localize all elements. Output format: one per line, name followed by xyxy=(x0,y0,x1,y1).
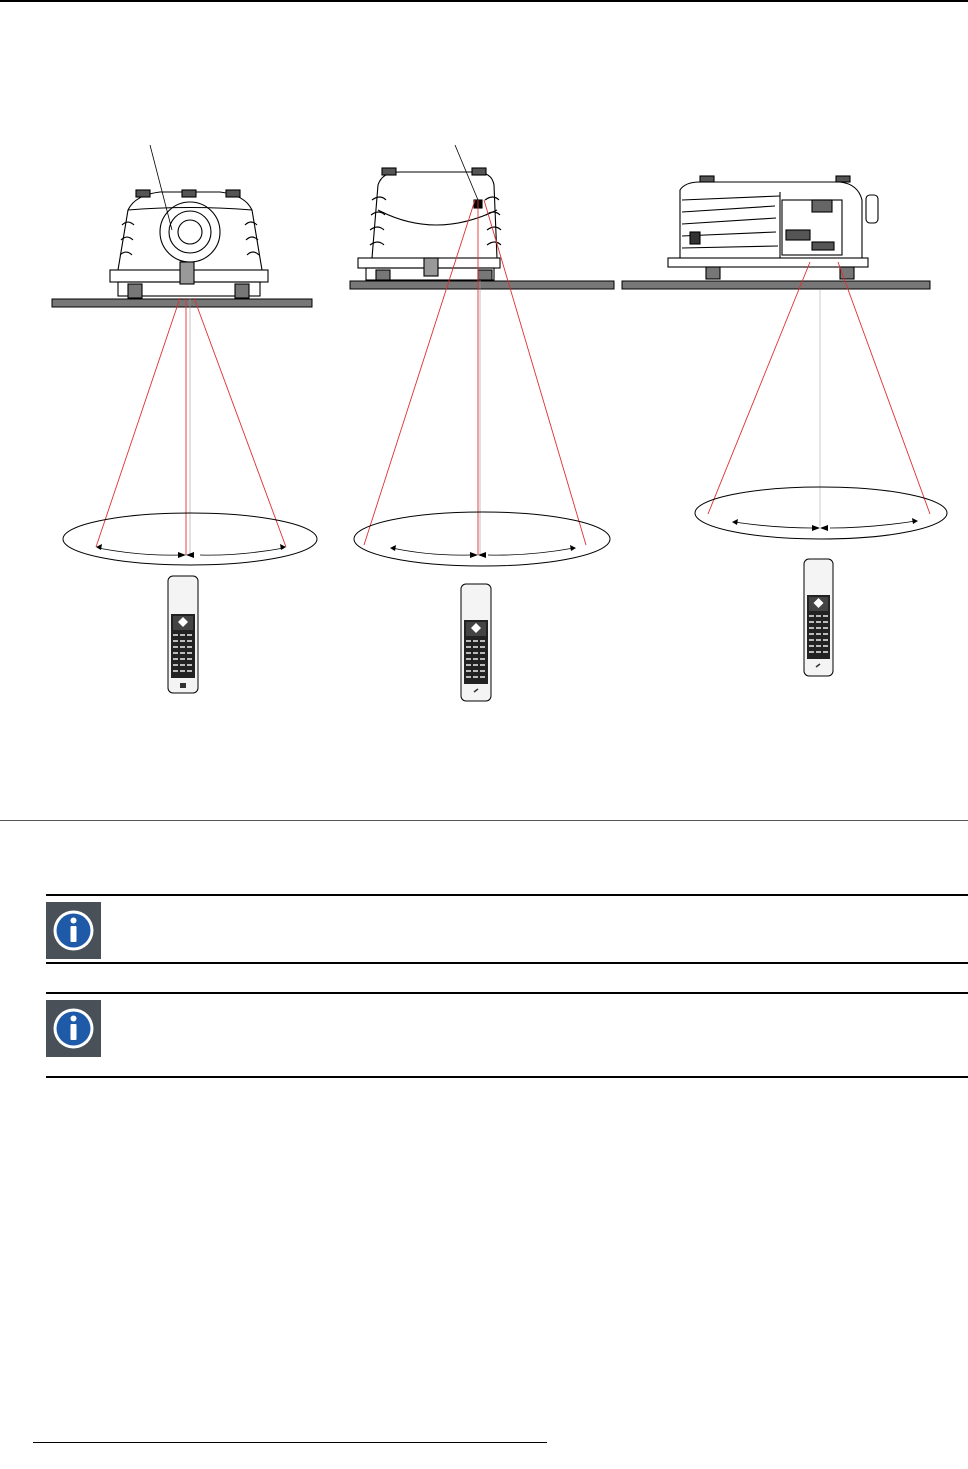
side-view xyxy=(622,176,947,676)
mount-plate xyxy=(622,281,930,289)
ir-beam xyxy=(364,200,586,555)
remote-control-icon xyxy=(461,584,491,701)
info-icon xyxy=(46,902,101,959)
footer-rule xyxy=(33,1442,547,1443)
range-ellipse xyxy=(695,487,947,539)
mount-plate xyxy=(350,281,614,289)
projector-side-icon xyxy=(668,176,878,279)
projector-rear-icon xyxy=(358,168,501,280)
leader-line xyxy=(150,145,172,230)
projector-front-icon xyxy=(110,190,268,298)
rear-view xyxy=(350,145,614,701)
info-icon xyxy=(46,1000,101,1057)
ir-beam xyxy=(708,262,930,514)
mount-plate xyxy=(52,299,312,307)
section-rule xyxy=(0,820,968,821)
info-note xyxy=(46,894,968,964)
remote-control-range-figure xyxy=(0,120,968,720)
remote-control-icon xyxy=(804,559,833,676)
front-view xyxy=(52,145,317,693)
info-note xyxy=(46,992,968,1078)
top-rule xyxy=(0,0,968,2)
range-ellipse xyxy=(354,512,610,566)
remote-control-icon xyxy=(168,576,198,693)
